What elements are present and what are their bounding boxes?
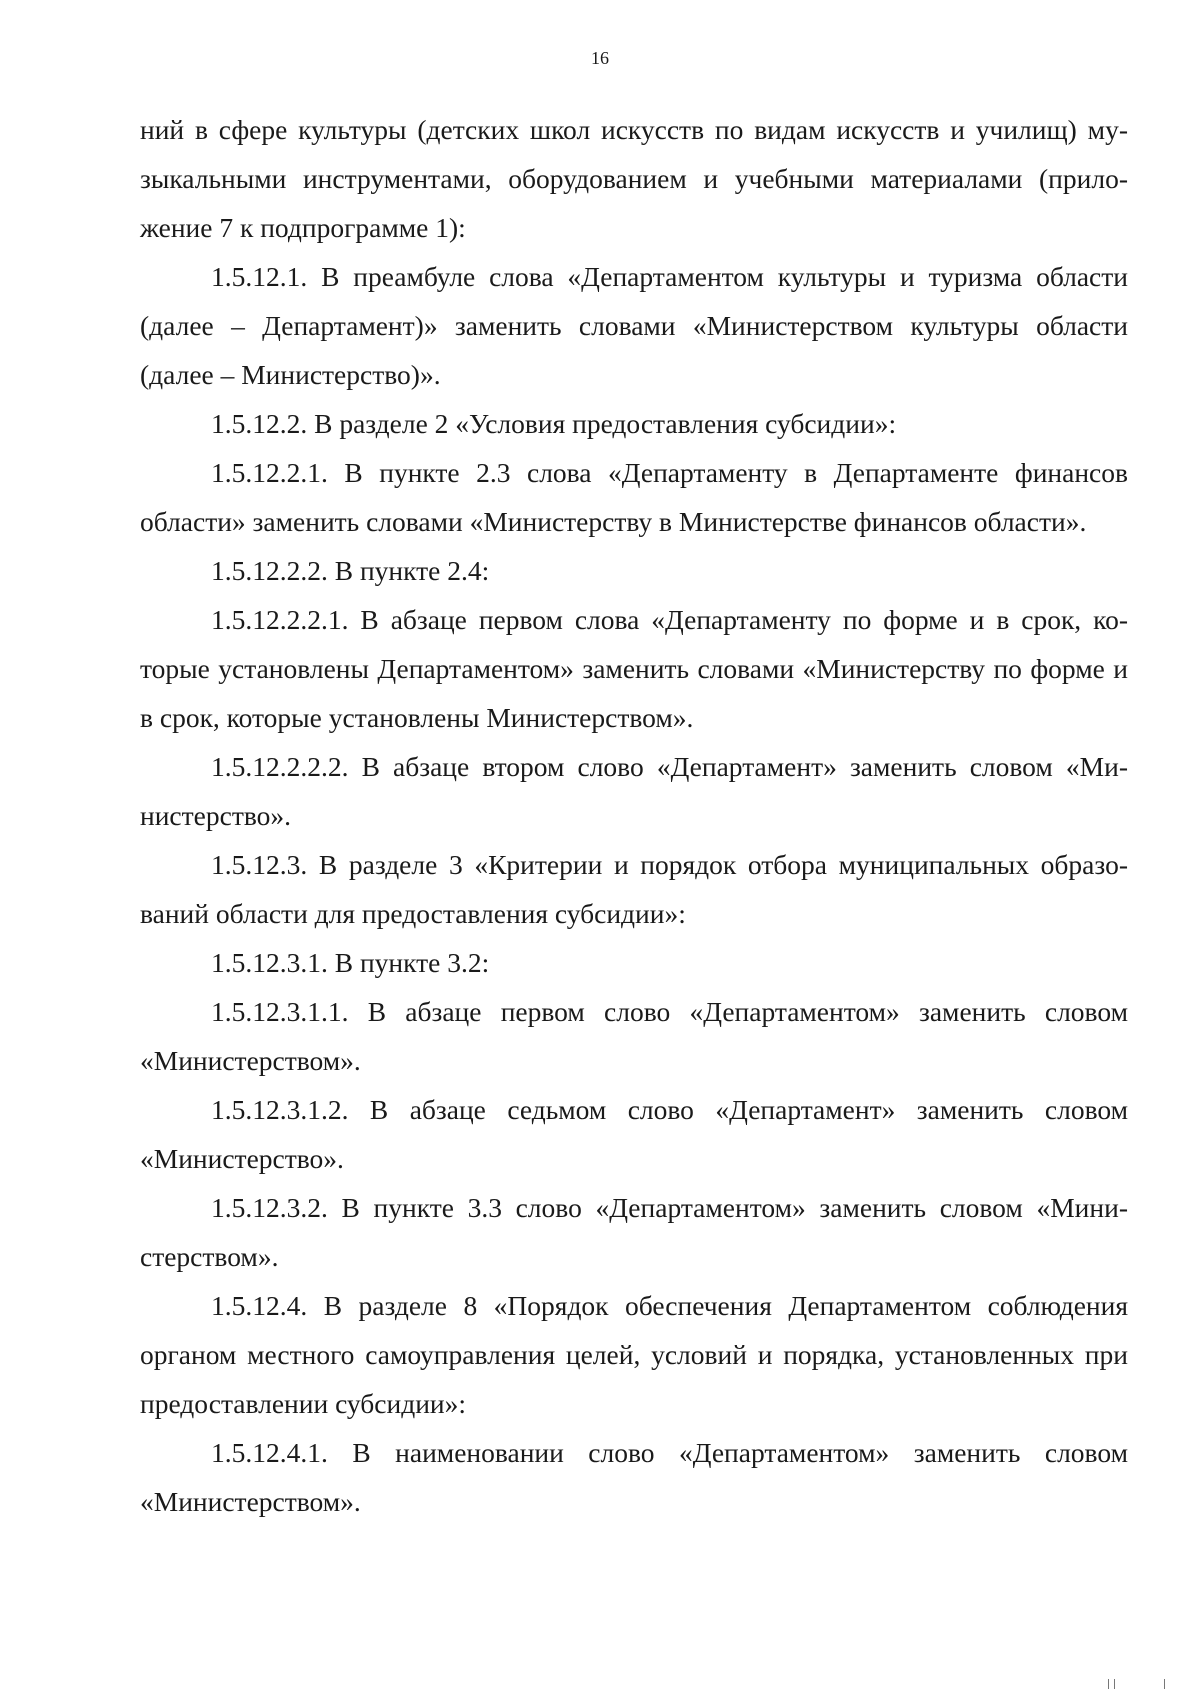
paragraph: 1.5.12.2.2. В пункте 2.4:: [211, 555, 490, 586]
paragraph: 1.5.12.2. В разделе 2 «Условия предоставления субсидии»:: [211, 408, 897, 439]
page-number: 16: [591, 48, 609, 68]
paragraph: 1.5.12.4. В разделе 8 «Порядок обеспечения Департаментом соблюдения органом местного самоуправления целей, условий и порядка, установленных при предоставлении субсидии»:: [140, 1290, 1128, 1419]
paragraph: ний в сфере культуры (детских школ искусств по видам искусств и училищ) музыкальными инструментами, оборудованием и учебными материалами (приложение 7 к подпрограмме 1):: [140, 114, 1128, 243]
paragraph: 1.5.12.4.1. В наименовании слово «Департаментом» заменить словом «Министерством».: [140, 1437, 1128, 1517]
paragraph: 1.5.12.2.2.1. В абзаце первом слова «Департаменту по форме и в срок, которые установлены Департаментом» заменить словами «Министерству по форме и в срок, которые установлены Министерством».: [140, 604, 1128, 733]
paragraph: 1.5.12.3.1.2. В абзаце седьмом слово «Департамент» заменить словом «Министерство».: [140, 1094, 1128, 1174]
paragraph: 1.5.12.2.1. В пункте 2.3 слова «Департаменту в Департаменте финансов области» заменить словами «Министерству в Министерстве финансов области».: [140, 457, 1128, 537]
paragraph: 1.5.12.3.2. В пункте 3.3 слово «Департаментом» заменить словом «Министерством».: [140, 1192, 1128, 1272]
scan-artifact: [1164, 1679, 1165, 1689]
document-body: [140, 105, 1128, 1526]
paragraph: 1.5.12.3.1.1. В абзаце первом слово «Департаментом» заменить словом «Министерством».: [140, 996, 1128, 1076]
scan-artifact: [1114, 1679, 1115, 1689]
scan-artifact: [1108, 1679, 1109, 1689]
paragraph: 1.5.12.1. В преамбуле слова «Департаментом культуры и туризма области (далее – Департамент)» заменить словами «Министерством культуры области (далее – Министерство)».: [140, 261, 1128, 390]
paragraph: 1.5.12.3.1. В пункте 3.2:: [211, 947, 490, 978]
paragraph: 1.5.12.3. В разделе 3 «Критерии и порядок отбора муниципальных образований области для предоставления субсидии»:: [140, 849, 1128, 929]
paragraph: 1.5.12.2.2.2. В абзаце втором слово «Департамент» заменить словом «Министерство».: [140, 751, 1128, 831]
